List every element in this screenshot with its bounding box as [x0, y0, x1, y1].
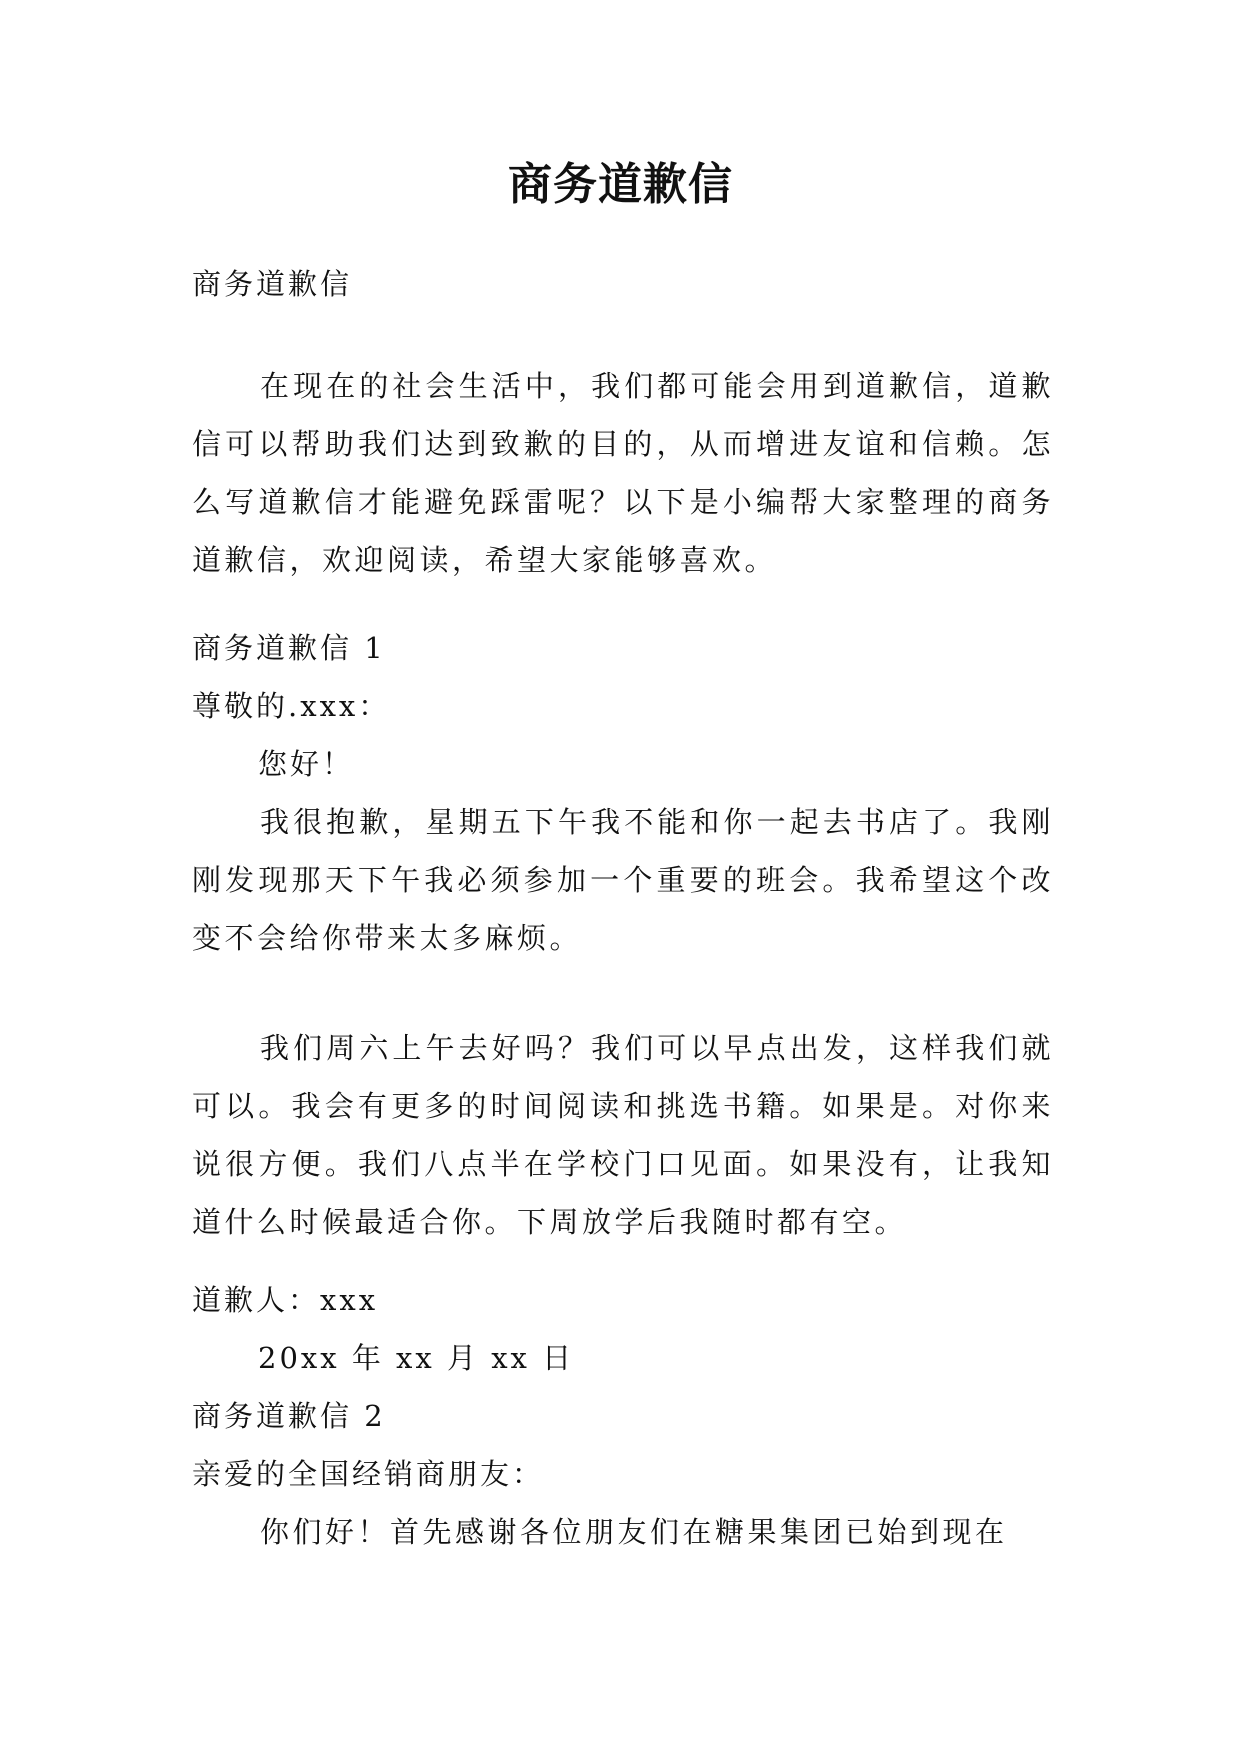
letter1-paragraph-1: 我很抱歉，星期五下午我不能和你一起去书店了。我刚刚发现那天下午我必须参加一个重要的班会。我希望这个改变不会给你带来太多麻烦。 [192, 805, 1054, 955]
letter1-signer: 道歉人：xxx [192, 1283, 379, 1317]
document-title: 商务道歉信 [508, 159, 733, 210]
letter1-greeting: 您好！ [258, 747, 355, 781]
letter1-paragraph-2: 我们周六上午去好吗？我们可以早点出发，这样我们就可以。我会有更多的时间阅读和挑选书籍。如果是。对你来说很方便。我们八点半在学校门口见面。如果没有，让我知道什么时候最适合你。下周放学后我随时都有空。 [192, 1031, 1054, 1239]
letter2-salutation: 亲爱的全国经销商朋友： [192, 1457, 545, 1491]
letter1-heading: 商务道歉信 1 [192, 631, 386, 665]
letter1-salutation: 尊敬的.xxx： [192, 689, 391, 723]
letter2-paragraph-1: 你们好！首先感谢各位朋友们在糖果集团已始到现在 [260, 1515, 1008, 1549]
document-subtitle: 商务道歉信 [192, 267, 353, 301]
intro-paragraph: 在现在的社会生活中，我们都可能会用到道歉信，道歉信可以帮助我们达到致歉的目的，从而增进友谊和信赖。怎么写道歉信才能避免踩雷呢？以下是小编帮大家整理的商务道歉信，欢迎阅读，希望大家能够喜欢。 [192, 369, 1054, 577]
letter2-heading: 商务道歉信 2 [192, 1399, 386, 1433]
letter1-date: 20xx 年 xx 月 xx 日 [258, 1341, 575, 1375]
